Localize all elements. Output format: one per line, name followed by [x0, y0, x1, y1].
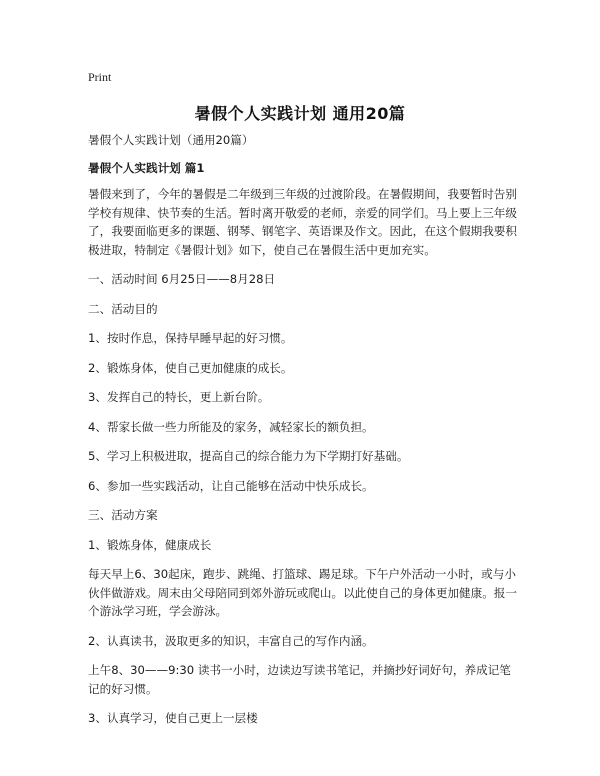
document-subtitle: 暑假个人实践计划（通用20篇）	[88, 133, 254, 147]
list-item: 2、锻炼身体，使自己更加健康的成长。	[88, 360, 293, 375]
list-item: 3、发挥自己的特长，更上新台阶。	[88, 390, 270, 404]
list-item: 3、认真学习，使自己更上一层楼	[88, 711, 258, 725]
section-purpose-heading: 二、活动目的	[88, 301, 158, 316]
reading-paragraph: 上午8、30——9:30 读书一小时，边读边写读书笔记，并摘抄好词好句，养成记笔记的好习惯。	[88, 663, 511, 696]
section-plan-heading: 三、活动方案	[88, 508, 158, 522]
section-heading: 暑假个人实践计划 篇1	[88, 160, 205, 175]
list-item: 1、按时作息，保持早睡早起的好习惯。	[88, 331, 293, 345]
list-item: 4、帮家长做一些力所能及的家务，减轻家长的额负担。	[88, 419, 374, 434]
list-item: 2、认真读书，汲取更多的知识，丰富自己的写作内涵。	[88, 633, 374, 648]
activity-time: 一、活动时间 6月25日——8月28日	[88, 272, 276, 286]
page-title: 暑假个人实践计划 通用20篇	[194, 104, 406, 123]
list-item: 1、锻炼身体，健康成长	[88, 537, 212, 552]
document-body	[88, 131, 520, 739]
list-item: 6、参加一些实践活动，让自己能够在活动中快乐成长。	[88, 478, 374, 493]
print-label: Print	[88, 70, 112, 84]
list-item: 5、学习上积极进取，提高自己的综合能力为下学期打好基础。	[88, 449, 409, 463]
exercise-paragraph: 每天早上6、30起床，跑步、跳绳、打篮球、踢足球。下午户外活动一小时，或与小伙伴做游戏。周末由父母陪同到郊外游玩或爬山。以此使自己的身体更加健康。报一个游泳学习班，学会游泳。	[88, 567, 517, 618]
intro-paragraph: 暑假来到了，今年的暑假是二年级到三年级的过渡阶段。在暑假期间，我要暂时告别学校有规律、快节奏的生活。暂时离开敬爱的老师，亲爱的同学们。马上要上三年级了，我要面临更多的课题、钢琴、钢笔字、英语课及作文。因此，在这个假期我要积极进取，特制定《暑假计划》如下，使自己在暑假生活中更加充实。	[88, 187, 517, 257]
